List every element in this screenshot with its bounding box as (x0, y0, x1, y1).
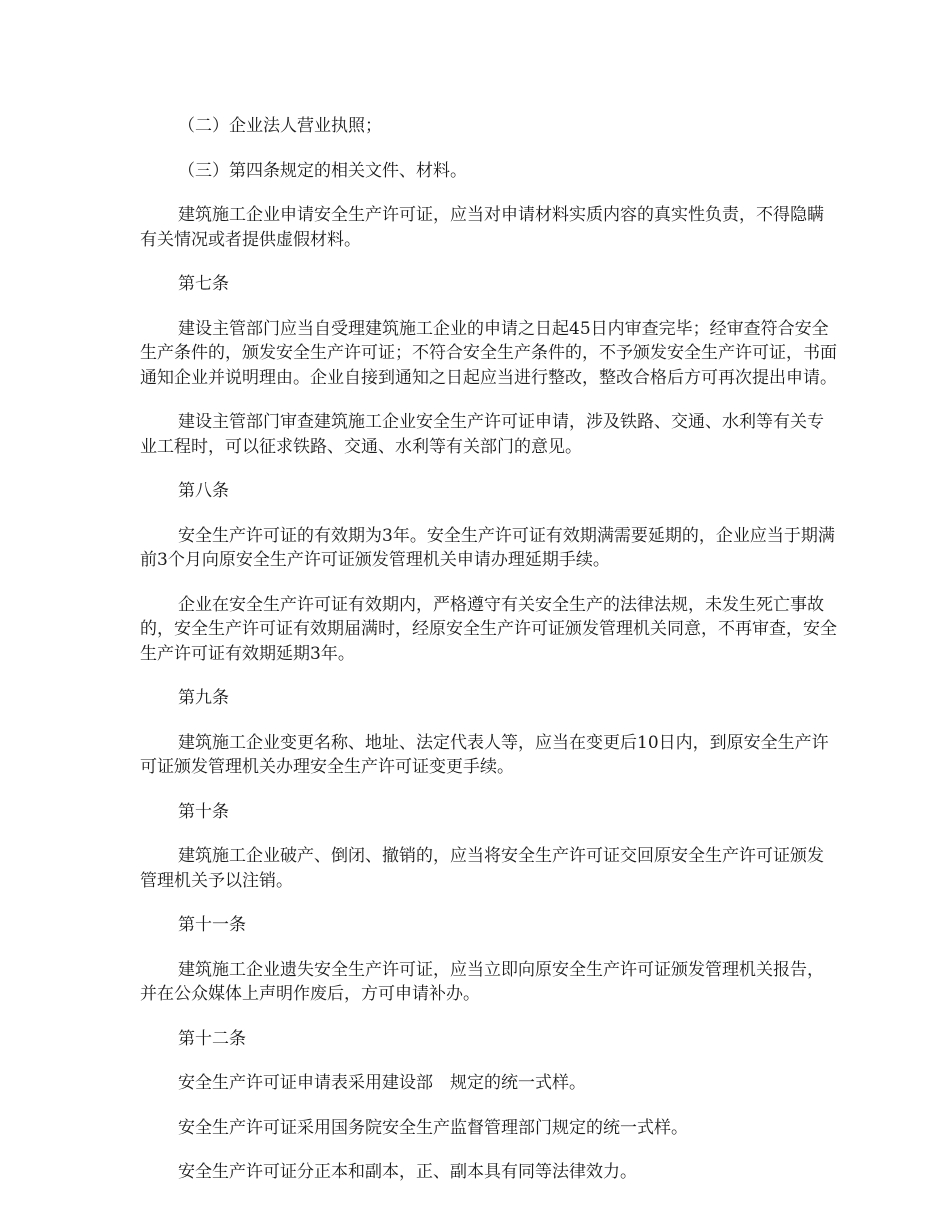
article-heading: 第八条 (178, 481, 229, 501)
paragraph: 安全生产许可证申请表采用建设部 规定的统一式样。 (178, 1073, 586, 1093)
paragraph: 安全生产许可证的有效期为3年。安全生产许可证有效期满需要延期的，企业应当于期满前3个月向原安全生产许可证颁发管理机关申请办理延期手续。 (140, 525, 835, 570)
paragraph: （三）第四条规定的相关文件、材料。 (178, 160, 467, 181)
article-heading: 第七条 (178, 274, 229, 294)
article-heading: 第十条 (178, 801, 229, 822)
paragraph: （二）企业法人营业执照； (178, 116, 382, 136)
paragraph: 建筑施工企业遗失安全生产许可证，应当立即向原安全生产许可证颁发管理机关报告，并在公众媒体上声明作废后，方可申请补办。 (140, 959, 824, 1004)
article-heading: 第十一条 (178, 915, 246, 935)
article-heading: 第九条 (178, 688, 229, 708)
article-heading: 第十二条 (178, 1028, 246, 1049)
paragraph: 企业在安全生产许可证有效期内，严格遵守有关安全生产的法律法规，未发生死亡事故的，安全生产许可证有效期届满时，经原安全生产许可证颁发管理机关同意，不再审查，安全生产许可证有效期延期3年。 (140, 594, 837, 664)
paragraph: 建筑施工企业变更名称、地址、法定代表人等，应当在变更后10日内，到原安全生产许可证颁发管理机关办理安全生产许可证变更手续。 (140, 732, 829, 777)
paragraph: 建筑施工企业申请安全生产许可证，应当对申请材料实质内容的真实性负责，不得隐瞒有关情况或者提供虚假材料。 (140, 205, 824, 250)
paragraph: 安全生产许可证分正本和副本，正、副本具有同等法律效力。 (178, 1162, 637, 1182)
paragraph: 建设主管部门审查建筑施工企业安全生产许可证申请，涉及铁路、交通、水利等有关专业工程时，可以征求铁路、交通、水利等有关部门的意见。 (140, 412, 824, 457)
paragraph: 建设主管部门应当自受理建筑施工企业的申请之日起45日内审查完毕；经审查符合安全生产条件的，颁发安全生产许可证；不符合安全生产条件的，不予颁发安全生产许可证，书面通知企业并说明理由。企业自接到通知之日起应当进行整改，整改合格后方可再次提出申请。 (140, 318, 837, 388)
paragraph: 安全生产许可证采用国务院安全生产监督管理部门规定的统一式样。 (178, 1117, 688, 1138)
paragraph: 建筑施工企业破产、倒闭、撤销的，应当将安全生产许可证交回原安全生产许可证颁发管理机关予以注销。 (140, 846, 824, 891)
